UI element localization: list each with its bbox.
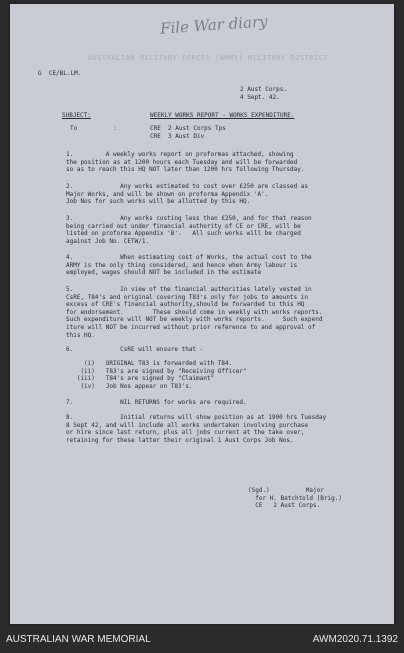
footer-accession-number: AWM2020.71.1392 bbox=[312, 634, 398, 645]
paragraph-1: 1. A weekly works report on proformas attached, showing the position as at 1200 hours each Tuesday and will be forwarded so as to reach this HQ NOT later than 1200 hrs following Thursday. bbox=[66, 151, 305, 174]
document-page bbox=[10, 4, 394, 624]
paragraph-3: 3. Any works costing less than £250, and for that reason being carried out under financial authority of CE or CRE, will be listed on proforma Appendix 'B'. All such works will be charged against Job No. CETW/1. bbox=[66, 215, 312, 245]
handwritten-note: File War diary bbox=[159, 12, 269, 38]
letterhead: AUSTRALIAN MILITARY FORCES (ARMY) MILITARY DISTRICT bbox=[87, 54, 329, 62]
paragraph-2: 2. Any works estimated to cost over £250 are classed as Major Works, and will be shown on proforma Appendix 'A'. Job Nos for such works will be allotted by this HQ. bbox=[66, 183, 309, 206]
reference: G CE/BL.LM. bbox=[38, 70, 82, 77]
date: 4 Sept. 42. bbox=[240, 94, 280, 101]
sender: 2 Aust Corps. bbox=[240, 86, 287, 93]
subject: WEEKLY WORKS REPORT - WORKS EXPENDITURE. bbox=[150, 112, 295, 119]
checklist: (i) ORIGINAL T83 is forwarded with T84. (ii) T83's are signed by "Receiving Officer" (iii) T84's are signed by "Claimant" (iv) Job Nos appear on T83's. bbox=[76, 360, 247, 390]
paragraph-5: 5. In view of the financial authorities lately vested in CsRE, T84's and original covering T83's only for jobs to amounts in excess of CRE's financial authority,should be forwarded to this HQ for endorsement. These should come in weekly with works reports. Such expenditure will NOT be weekly with works reports. Such expend iture will NOT be incurred without prior reference to and approval of this HQ. bbox=[66, 286, 323, 339]
paragraph-4: 4. When estimating cost of Works, the actual cost to the ARMY is the only thing considered, and hence when Army labour is employed, wages should NOT be included in the estimate bbox=[66, 254, 312, 277]
paragraph-6: 6. CsRE will ensure that - bbox=[66, 346, 204, 353]
signature-block: (Sgd.) Major for H. Batchtold (Brig.) CE 2 Aust Corps. bbox=[248, 487, 342, 510]
footer-institution: AUSTRALIAN WAR MEMORIAL bbox=[6, 634, 151, 645]
footer bbox=[0, 626, 404, 653]
paragraph-8: 8. Initial returns will show position as at 1900 hrs Tuesday 8 Sept 42, and will include all works undertaken involving purchase or hire since last return, plus all jobs current at the take over, retaining for these latter their original 1 Aust Corps Job Nos. bbox=[66, 414, 327, 444]
to-label: To : bbox=[70, 125, 117, 132]
subject-label: SUBJECT: bbox=[62, 112, 91, 119]
paragraph-7: 7. NIL RETURNS for works are required. bbox=[66, 399, 247, 406]
recipient-1: CRE 2 Aust Corps Tps bbox=[150, 125, 226, 132]
recipient-2: CRE 3 Aust Div bbox=[150, 133, 205, 140]
